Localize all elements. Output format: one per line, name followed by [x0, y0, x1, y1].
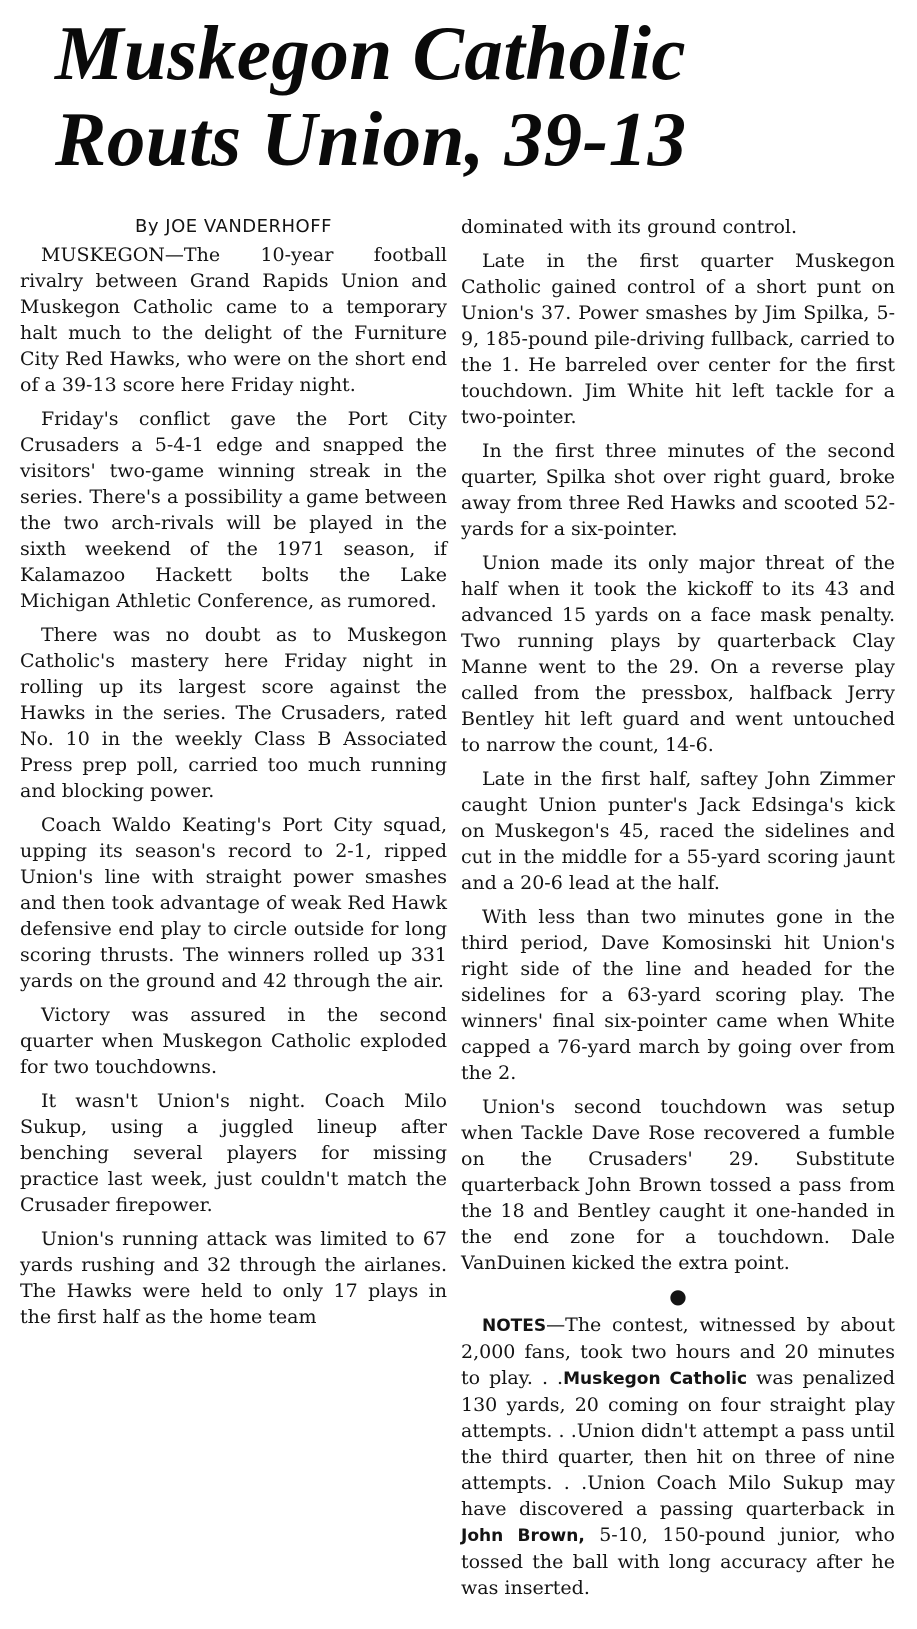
- byline: By JOE VANDERHOFF: [135, 216, 332, 237]
- notes-bold-team: Muskegon Catholic: [563, 1369, 748, 1389]
- right-column: [461, 214, 895, 1609]
- notes-text: 5-10, 150-pound junior, who tossed the ball with long accuracy after he was inserted.: [461, 1524, 895, 1599]
- notes-paragraph: [461, 1312, 895, 1601]
- notes-label: NOTES: [482, 1316, 547, 1336]
- notes-text: was penalized 130 yards, 20 coming on four straight play attempts. . .Union didn't attempt a pass until the third quarter, then hit on three of nine attempts. . .Union Coach Milo Sukup may have discovered a passing quarterback in: [461, 1367, 895, 1520]
- paragraph: Late in the first half, saftey John Zimmer caught Union punter's Jack Edsinga's kick on Muskegon's 45, raced the sidelines and cut in the middle for a 55-yard scoring jaunt and a 20-6 lead at the half.: [461, 768, 895, 894]
- section-separator-bullet: ●: [669, 1284, 687, 1308]
- notes-bold-player: John Brown,: [461, 1526, 585, 1546]
- paragraph: In the first three minutes of the second quarter, Spilka shot over right guard, broke away from three Red Hawks and scooted 52-yards for a six-pointer.: [461, 440, 895, 540]
- headline-line-2: Routs Union, 39-13: [55, 96, 687, 182]
- paragraph: Union made its only major threat of the half when it took the kickoff to its 43 and advanced 15 yards on a face mask penalty. Two running plays by quarterback Clay Manne went to the 29. On a reverse play called from the pressbox, halfback Jerry Bentley hit left guard and went untouched to narrow the count, 14-6.: [461, 552, 895, 756]
- headline-line-1: Muskegon Catholic: [55, 10, 687, 96]
- paragraph-continued: dominated with its ground control.: [461, 216, 798, 238]
- paragraph: There was no doubt as to Muskegon Catholic's mastery here Friday night in rolling up its largest score against the Hawks in the series. The Crusaders, rated No. 10 in the weekly Class B Associated Press prep poll, carried too much running and blocking power.: [20, 624, 447, 802]
- paragraph: Late in the first quarter Muskegon Catholic gained control of a short punt on Union's 37. Power smashes by Jim Spilka, 5-9, 185-pound pile-driving fullback, carried to the 1. He barreled over center for the first touchdown. Jim White hit left tackle for a two-pointer.: [461, 250, 895, 428]
- paragraph: With less than two minutes gone in the third period, Dave Komosinski hit Union's right side of the line and headed for the sidelines for a 63-yard scoring play. The winners' final six-pointer came when White capped a 76-yard march by going over from the 2.: [461, 906, 895, 1084]
- paragraph: Coach Waldo Keating's Port City squad, upping its season's record to 2-1, ripped Union's line with straight power smashes and then took advantage of weak Red Hawk defensive end play to circle outside for long scoring thrusts. The winners rolled up 331 yards on the ground and 42 through the air.: [20, 814, 447, 992]
- headline: [55, 10, 905, 182]
- paragraph: MUSKEGON—The 10-year football rivalry between Grand Rapids Union and Muskegon Catholic came to a temporary halt much to the delight of the Furniture City Red Hawks, who were on the short end of a 39-13 score here Friday night.: [20, 244, 447, 396]
- paragraph: Union's running attack was limited to 67 yards rushing and 32 through the airlanes. The Hawks were held to only 17 plays in the first half as the home team: [20, 1228, 447, 1328]
- left-column: [20, 214, 447, 1338]
- paragraph: Union's second touchdown was setup when Tackle Dave Rose recovered a fumble on the Crusaders' 29. Substitute quarterback John Brown tossed a pass from the 18 and Bentley caught it one-handed in the end zone for a touchdown. Dale VanDuinen kicked the extra point.: [461, 1096, 895, 1274]
- notes-text: —The contest, witnessed by about 2,000 fans, took two hours and 20 minutes to play. . .: [461, 1314, 895, 1389]
- paragraph: Friday's conflict gave the Port City Crusaders a 5-4-1 edge and snapped the visitors' two-game winning streak in the series. There's a possibility a game between the two arch-rivals will be played in the sixth weekend of the 1971 season, if Kalamazoo Hackett bolts the Lake Michigan Athletic Conference, as rumored.: [20, 408, 447, 612]
- paragraph: It wasn't Union's night. Coach Milo Sukup, using a juggled lineup after benching several players for missing practice last week, just couldn't match the Crusader firepower.: [20, 1090, 447, 1216]
- paragraph: Victory was assured in the second quarter when Muskegon Catholic exploded for two touchdowns.: [20, 1004, 447, 1078]
